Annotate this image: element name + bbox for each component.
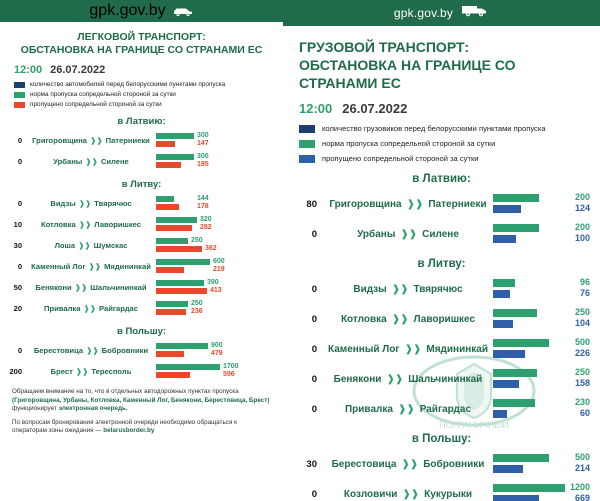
crossing-pair xyxy=(26,262,156,271)
bar-group xyxy=(493,336,590,362)
bar-group xyxy=(156,299,277,318)
bar-passed-value: 100 xyxy=(574,233,590,243)
crossing-from: Григоровщина xyxy=(32,136,88,145)
legend-label-passed: пропущено сопредельной стороной за сутки xyxy=(322,154,479,163)
bar-group xyxy=(493,191,590,217)
bar-passed-value: 214 xyxy=(574,463,590,473)
crossing-from: Урбаны xyxy=(357,228,396,240)
freight-transport-panel xyxy=(283,0,600,501)
legend-label-queue: количество грузовиков перед белорусскими пунктами пропуска xyxy=(322,124,546,133)
left-rows-latvia xyxy=(0,130,283,172)
left-time-value: 12:00 xyxy=(14,64,43,76)
crossing-pair xyxy=(323,344,493,355)
left-title-line2: ОБСТАНОВКА НА ГРАНИЦЕ СО СТРАНАМИ ЕС xyxy=(20,44,263,56)
crossing-from: Бенякони xyxy=(333,373,382,385)
left-title-line1: ЛЕГКОВОЙ ТРАНСПОРТ: xyxy=(77,31,206,43)
arrow-icon: ❱❱ xyxy=(75,367,89,376)
legend-label-queue: количество автомобилей перед белорусскими пунктами пропуска xyxy=(30,81,226,88)
right-time-value: 12:00 xyxy=(299,101,333,116)
left-note-equeue xyxy=(0,382,283,414)
arrow-icon: ❱❱ xyxy=(397,403,415,415)
crossing-pair xyxy=(323,489,493,500)
table-row xyxy=(4,256,277,277)
left-rows-lithuania xyxy=(0,193,283,319)
crossing-pair xyxy=(26,346,156,355)
bar-passed-value: 178 xyxy=(197,203,209,210)
crossing-from: Каменный Лог xyxy=(328,343,400,355)
bar-norm-value: 300 xyxy=(197,153,209,160)
table-row xyxy=(289,219,590,249)
queue-count: 0 xyxy=(311,343,317,355)
bar-passed-value: 362 xyxy=(205,245,217,252)
queue-count: 0 xyxy=(17,136,22,145)
bar-passed-value: 413 xyxy=(210,287,222,294)
bar-group xyxy=(156,152,277,171)
arrow-icon: ❱❱ xyxy=(90,136,103,145)
table-row xyxy=(289,304,590,334)
crossing-from: Григоровщина xyxy=(329,198,402,210)
arrow-icon: ❱❱ xyxy=(391,313,409,325)
bar-passed xyxy=(493,290,510,298)
legend-item xyxy=(299,154,586,164)
queue-count: 80 xyxy=(306,198,317,210)
legend-item xyxy=(14,91,273,99)
bar-group xyxy=(156,215,277,234)
bar-norm xyxy=(493,309,537,317)
bar-passed xyxy=(156,225,192,231)
queue-count: 0 xyxy=(311,228,317,240)
queue-count: 0 xyxy=(311,313,317,325)
bar-group xyxy=(493,276,590,302)
queue-count: 0 xyxy=(17,346,22,355)
car-icon xyxy=(172,6,194,17)
bar-group xyxy=(156,257,277,276)
arrow-icon: ❱❱ xyxy=(78,220,92,229)
left-rows-poland xyxy=(0,340,283,382)
table-row xyxy=(4,298,277,319)
bar-norm-value: 200 xyxy=(574,192,590,202)
arrow-icon: ❱❱ xyxy=(88,262,102,271)
passenger-transport-panel xyxy=(0,0,283,501)
bar-norm-value: 200 xyxy=(574,222,590,232)
bar-passed xyxy=(493,465,523,473)
bar-norm-value: 250 xyxy=(574,367,590,377)
right-section-title-poland: в Польшу: xyxy=(411,433,472,445)
note-plain-2: функционирует xyxy=(12,405,59,413)
table-row xyxy=(4,151,277,172)
note-bold-1: (Григоровщина, Урбаны, Котловка, Каменный Лог, Бенякони, Берестовица, Брест) xyxy=(12,396,270,404)
left-section-title-latvia: в Латвию: xyxy=(117,116,166,127)
bar-passed-value: 158 xyxy=(574,378,590,388)
table-row xyxy=(289,334,590,364)
bar-norm xyxy=(493,454,549,462)
table-row xyxy=(289,394,590,424)
bar-norm-value: 600 xyxy=(213,258,225,265)
bar-passed-value: 104 xyxy=(574,318,590,328)
note2-plain: По вопросам бронирования электронной очереди необходимо обращаться к операторам зоны ожидания — xyxy=(12,418,237,435)
crossing-pair xyxy=(26,220,156,229)
crossing-to: Бобровники xyxy=(423,458,485,470)
legend-item xyxy=(14,101,273,109)
bar-passed xyxy=(156,204,179,210)
crossing-to: Кукурыки xyxy=(424,488,473,500)
crossing-pair xyxy=(323,374,493,385)
bar-passed xyxy=(493,380,519,388)
table-row xyxy=(4,130,277,151)
crossing-pair xyxy=(323,404,493,415)
crossing-to: Мядининкай xyxy=(426,343,488,355)
bar-norm xyxy=(156,280,204,286)
crossing-pair xyxy=(323,229,493,240)
crossing-from: Котловка xyxy=(40,220,76,229)
bar-norm-value: 96 xyxy=(579,277,590,287)
table-row xyxy=(289,274,590,304)
left-date-value: 26.07.2022 xyxy=(50,64,106,76)
bar-passed-value: 669 xyxy=(574,493,590,501)
legend-label-passed: пропущено сопредельной стороной за сутки xyxy=(30,101,162,108)
bar-group xyxy=(493,451,590,477)
bar-group xyxy=(493,306,590,332)
crossing-to: Твярячюс xyxy=(94,199,132,208)
bar-passed xyxy=(156,309,186,315)
right-rows-lithuania xyxy=(283,274,600,424)
bar-norm xyxy=(156,133,194,139)
left-page-title xyxy=(0,22,283,61)
bar-group xyxy=(156,278,277,297)
table-row xyxy=(289,364,590,394)
bar-norm xyxy=(493,369,537,377)
crossing-to: Шальчининкай xyxy=(408,373,483,385)
bar-passed xyxy=(156,267,184,273)
crossing-pair xyxy=(26,136,156,145)
queue-count: 0 xyxy=(17,199,22,208)
bar-norm-value: 250 xyxy=(191,300,203,307)
right-title-line2: ОБСТАНОВКА НА ГРАНИЦЕ СО СТРАНАМИ ЕС xyxy=(299,57,516,91)
bar-group xyxy=(156,341,277,360)
crossing-pair xyxy=(323,199,493,210)
crossing-pair xyxy=(26,157,156,166)
bar-passed xyxy=(493,205,521,213)
right-page-title xyxy=(283,26,600,92)
bar-norm-value: 320 xyxy=(200,216,212,223)
bar-group xyxy=(493,481,590,501)
table-row xyxy=(4,277,277,298)
bar-passed-value: 479 xyxy=(211,350,223,357)
queue-count: 20 xyxy=(13,304,22,313)
crossing-to: Силене xyxy=(422,228,459,240)
bar-passed xyxy=(493,410,507,418)
right-brand-label: gpk.gov.by xyxy=(393,6,454,20)
bar-norm-value: 230 xyxy=(574,397,590,407)
bar-norm xyxy=(493,339,549,347)
bar-norm-value: 500 xyxy=(574,337,590,347)
right-section-title-lithuania: в Литву: xyxy=(417,258,466,270)
bar-group xyxy=(493,396,590,422)
bar-norm xyxy=(156,217,197,223)
note-plain-1: Обращаем внимание на то, что в отдельных автодорожных пунктах пропуска xyxy=(12,388,239,395)
crossing-to: Патерниеки xyxy=(105,136,150,145)
bar-passed-value: 596 xyxy=(223,371,235,378)
bar-norm xyxy=(156,364,220,370)
queue-count: 30 xyxy=(306,458,317,470)
crossing-pair xyxy=(26,241,156,250)
crossing-from: Берестовица xyxy=(331,458,397,470)
bar-group xyxy=(156,194,277,213)
legend-swatch-passed xyxy=(14,102,25,108)
right-rows-latvia xyxy=(283,189,600,249)
queue-count: 10 xyxy=(13,220,22,229)
arrow-icon: ❱❱ xyxy=(386,373,404,385)
queue-count: 0 xyxy=(311,373,317,385)
bar-norm xyxy=(493,224,539,232)
crossing-pair xyxy=(26,304,156,313)
note2-site-link[interactable]: belarusborder.by xyxy=(103,427,155,435)
bar-norm-value: 900 xyxy=(211,342,223,349)
arrow-icon: ❱❱ xyxy=(400,228,418,240)
crossing-from: Видзы xyxy=(50,199,76,208)
crossing-to: Патерниеки xyxy=(428,198,487,210)
bar-passed xyxy=(156,141,175,147)
bar-norm-value: 144 xyxy=(197,195,209,202)
left-section-title-lithuania: в Литву: xyxy=(121,179,162,190)
right-legend xyxy=(283,122,600,164)
crossing-pair xyxy=(26,283,156,292)
bar-norm-value: 250 xyxy=(574,307,590,317)
legend-swatch-queue xyxy=(14,82,25,88)
left-note-booking xyxy=(0,414,283,436)
arrow-icon: ❱❱ xyxy=(85,157,98,166)
crossing-to: Лаворишкес xyxy=(94,220,142,229)
arrow-icon: ❱❱ xyxy=(74,283,88,292)
arrow-icon: ❱❱ xyxy=(402,488,420,500)
bar-norm xyxy=(493,399,535,407)
bar-group xyxy=(493,366,590,392)
queue-count: 0 xyxy=(17,157,22,166)
crossing-from: Брест xyxy=(50,367,73,376)
arrow-icon: ❱❱ xyxy=(83,304,96,313)
bar-norm xyxy=(493,484,565,492)
crossing-to: Твярячюс xyxy=(413,283,463,295)
bar-passed-value: 76 xyxy=(579,288,590,298)
crossing-to: Лаворишкес xyxy=(413,313,476,325)
crossing-from: Урбаны xyxy=(53,157,83,166)
arrow-icon: ❱❱ xyxy=(78,199,92,208)
legend-swatch-norm xyxy=(14,92,25,98)
bar-passed-value: 60 xyxy=(579,408,590,418)
bar-passed xyxy=(156,351,184,357)
crossing-from: Привалка xyxy=(344,403,393,415)
bar-norm-value: 300 xyxy=(197,132,209,139)
queue-count: 0 xyxy=(311,488,317,500)
crossing-from: Бенякони xyxy=(35,283,72,292)
bar-norm xyxy=(156,343,208,349)
crossing-from: Берестовица xyxy=(33,346,84,355)
svg-text:ПОГРАНИЧНЫЙ: ПОГРАНИЧНЫЙ xyxy=(439,420,509,430)
bar-passed xyxy=(493,320,513,328)
bar-norm xyxy=(156,259,210,265)
bar-passed xyxy=(493,235,516,243)
queue-count: 50 xyxy=(13,283,22,292)
crossing-to: Силене xyxy=(100,157,129,166)
legend-label-norm: норма пропуска сопредельной стороной за сутки xyxy=(30,91,176,98)
crossing-from: Привалка xyxy=(44,304,81,313)
queue-count: 0 xyxy=(17,262,22,271)
bar-passed xyxy=(156,246,202,252)
crossing-pair xyxy=(323,284,493,295)
left-brand-label: gpk.gov.by xyxy=(89,2,166,19)
bar-group xyxy=(493,221,590,247)
left-legend xyxy=(0,80,283,109)
crossing-to: Бобровники xyxy=(101,346,149,355)
bar-norm-value: 500 xyxy=(574,452,590,462)
bar-group xyxy=(156,362,277,381)
left-brand-header xyxy=(0,0,283,22)
crossing-pair xyxy=(323,459,493,470)
arrow-icon: ❱❱ xyxy=(78,241,91,250)
table-row xyxy=(4,214,277,235)
right-date-value: 26.07.2022 xyxy=(342,101,408,116)
bar-norm-value: 1700 xyxy=(223,363,239,370)
right-timestamp xyxy=(283,92,600,122)
legend-label-norm: норма пропуска сопредельной стороной за сутки xyxy=(322,139,496,148)
crossing-from: Котловка xyxy=(340,313,387,325)
arrow-icon: ❱❱ xyxy=(401,458,419,470)
bar-passed-value: 282 xyxy=(200,224,212,231)
table-row xyxy=(289,479,590,501)
bar-norm-value: 1200 xyxy=(569,482,590,492)
crossing-to: Райгардас xyxy=(99,304,138,313)
crossing-from: Видзы xyxy=(353,283,387,295)
bar-passed-value: 147 xyxy=(197,140,209,147)
crossing-to: Райгардас xyxy=(419,403,472,415)
bar-norm xyxy=(156,196,174,202)
crossing-to: Мядининкай xyxy=(104,262,151,271)
legend-item xyxy=(299,124,586,134)
legend-swatch-passed xyxy=(299,155,315,163)
bar-passed-value: 219 xyxy=(213,266,225,273)
table-row xyxy=(289,449,590,479)
left-section-title-poland: в Польшу: xyxy=(117,326,166,337)
queue-count: 0 xyxy=(311,283,317,295)
bar-group xyxy=(156,236,277,255)
table-row xyxy=(4,235,277,256)
right-title-line1: ГРУЗОВОЙ ТРАНСПОРТ: xyxy=(299,39,470,55)
legend-item xyxy=(14,81,273,89)
bar-norm xyxy=(493,279,515,287)
right-brand-header xyxy=(283,0,600,26)
bar-norm xyxy=(156,301,188,307)
arrow-icon: ❱❱ xyxy=(406,198,424,210)
bar-norm-value: 250 xyxy=(191,237,203,244)
bar-norm-value: 390 xyxy=(207,279,219,286)
table-row xyxy=(289,189,590,219)
bar-norm xyxy=(493,194,539,202)
queue-count: 200 xyxy=(9,367,22,376)
bar-passed xyxy=(493,495,539,501)
right-rows-poland xyxy=(283,449,600,501)
table-row xyxy=(4,361,277,382)
table-row xyxy=(4,340,277,361)
queue-count: 0 xyxy=(311,403,317,415)
truck-icon xyxy=(461,4,489,22)
bar-passed-value: 124 xyxy=(574,203,590,213)
note-bold-2: электронная очередь. xyxy=(58,405,128,413)
bar-passed xyxy=(156,162,181,168)
crossing-from: Козловичи xyxy=(343,488,398,500)
bar-passed-value: 236 xyxy=(191,308,203,315)
arrow-icon: ❱❱ xyxy=(391,283,409,295)
arrow-icon: ❱❱ xyxy=(86,346,99,355)
arrow-icon: ❱❱ xyxy=(404,343,422,355)
crossing-pair xyxy=(26,199,156,208)
crossing-pair xyxy=(323,314,493,325)
crossing-pair xyxy=(26,367,156,376)
bar-norm xyxy=(156,238,188,244)
bar-passed-value: 195 xyxy=(197,161,209,168)
legend-swatch-queue xyxy=(299,125,315,133)
right-section-title-latvia: в Латвию: xyxy=(412,173,471,185)
legend-item xyxy=(299,139,586,149)
table-row xyxy=(4,193,277,214)
crossing-to: Шальчининкай xyxy=(90,283,147,292)
crossing-from: Каменный Лог xyxy=(31,262,86,271)
bar-passed xyxy=(156,372,190,378)
bar-group xyxy=(156,131,277,150)
left-timestamp xyxy=(0,61,283,80)
bar-passed xyxy=(493,350,525,358)
crossing-to: Шумскас xyxy=(93,241,128,250)
legend-swatch-norm xyxy=(299,140,315,148)
queue-count: 30 xyxy=(13,241,22,250)
bar-passed xyxy=(156,288,207,294)
bar-norm xyxy=(156,154,194,160)
crossing-to: Тересполь xyxy=(91,367,132,376)
crossing-from: Лоша xyxy=(54,241,76,250)
bar-passed-value: 226 xyxy=(574,348,590,358)
